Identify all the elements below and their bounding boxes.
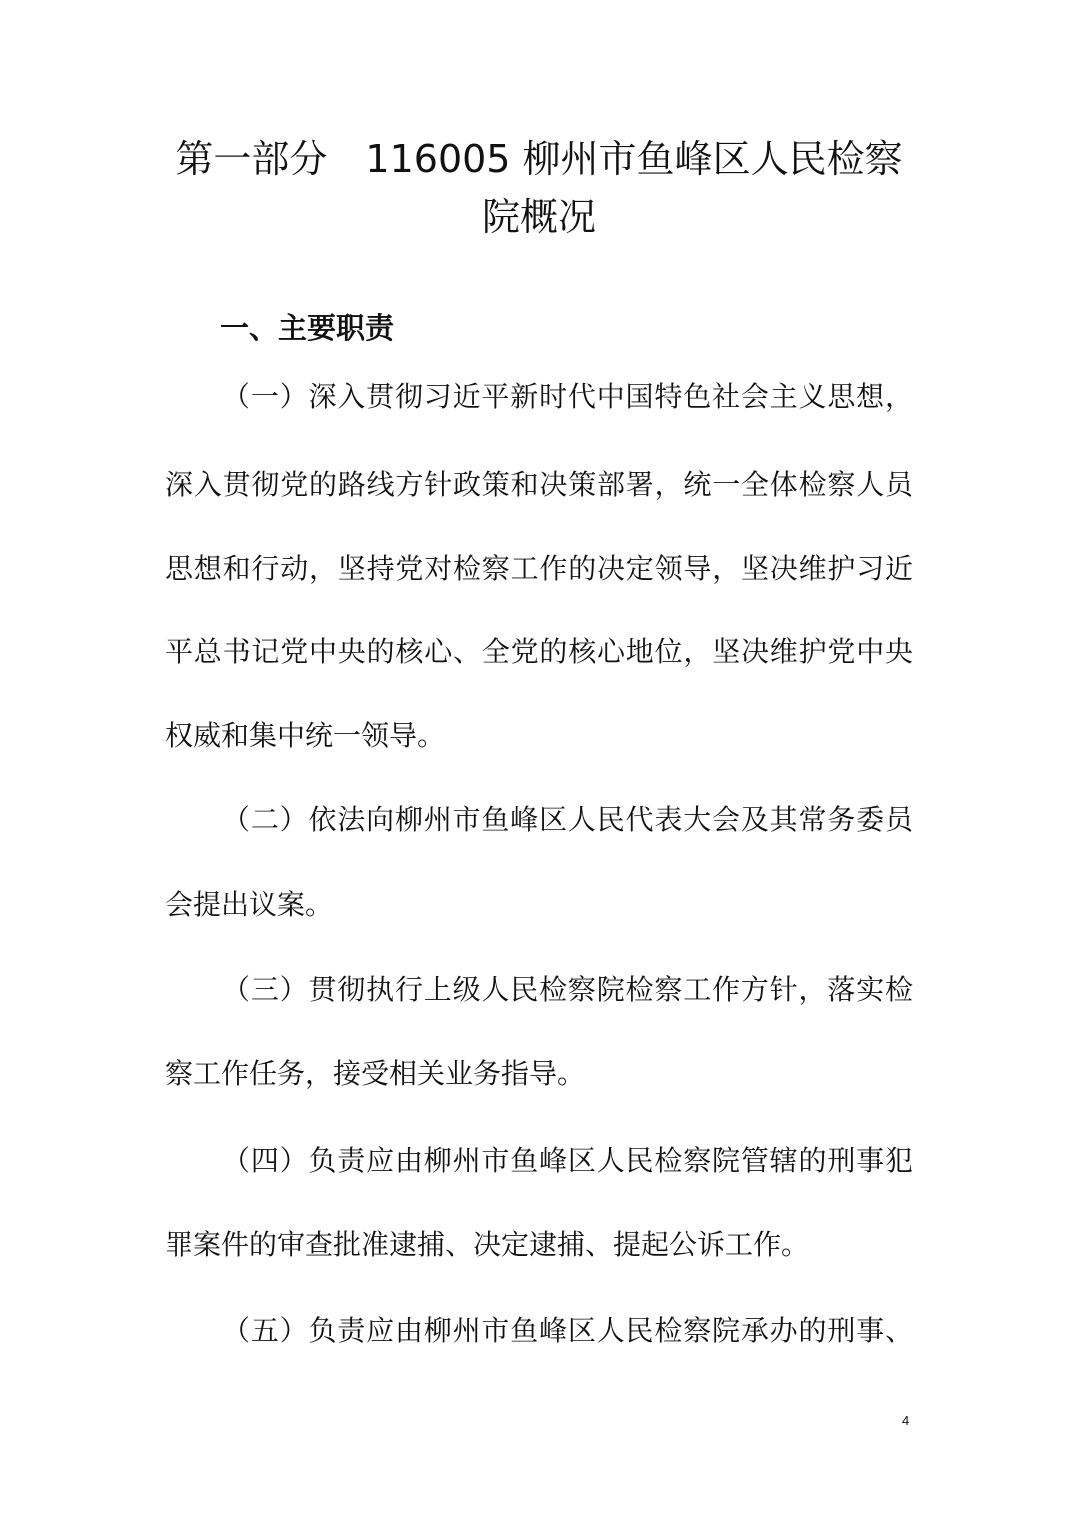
paragraph-line: （二）依法向柳州市鱼峰区人民代表大会及其常务委员: [222, 803, 913, 836]
paragraph-line: （一）深入贯彻习近平新时代中国特色社会主义思想，: [222, 380, 913, 413]
paragraph-line: （三）贯彻执行上级人民检察院检察工作方针，落实检: [222, 973, 913, 1006]
paragraph-line: （四）负责应由柳州市鱼峰区人民检察院管辖的刑事犯: [222, 1144, 913, 1177]
paragraph-line: 权威和集中统一领导。: [165, 719, 446, 752]
paragraph-line: 思想和行动，坚持党对检察工作的决定领导，坚决维护习近: [165, 552, 913, 585]
section-heading: 一、主要职责: [220, 311, 395, 345]
page-title: 第一部分 116005 柳州市鱼峰区人民检察院概况: [175, 137, 903, 239]
paragraph-line: 察工作任务，接受相关业务指导。: [165, 1057, 586, 1090]
page-number: 4: [902, 1413, 910, 1428]
paragraph-line: （五）负责应由柳州市鱼峰区人民检察院承办的刑事、: [222, 1314, 913, 1347]
paragraph-line: 平总书记党中央的核心、全党的核心地位，坚决维护党中央: [165, 635, 913, 668]
paragraph-line: 罪案件的审查批准逮捕、决定逮捕、提起公诉工作。: [165, 1228, 810, 1261]
paragraph-line: 深入贯彻党的路线方针政策和决策部署，统一全体检察人员: [165, 468, 913, 501]
paragraph-line: 会提出议案。: [165, 888, 334, 921]
